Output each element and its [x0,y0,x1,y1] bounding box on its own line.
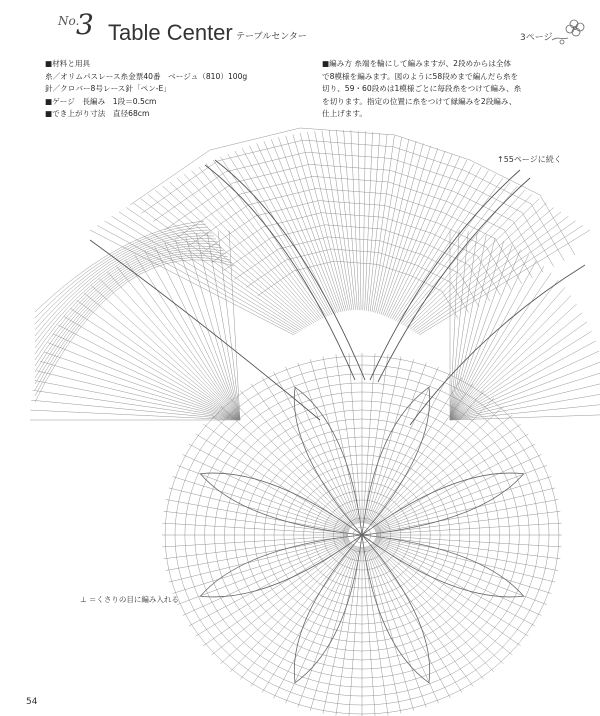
stitch-symbol-icon: ⊥ [80,595,89,604]
method-text: を切ります。指定の位置に糸をつけて縁編みを2段編み、 [322,96,517,106]
page-title: Table Center [108,20,233,45]
page-reference: 3ページ [520,33,553,43]
materials-heading: ■材料と用具 [45,59,91,68]
method-text: 糸端を輪にして編みますが、2段めからは全体 [354,59,512,68]
method-line [322,58,521,71]
stitch-legend [80,594,179,605]
materials-line: 針／クロバー8号レース針「ペン-E」 [45,84,171,93]
flower-ornament-icon [548,14,590,48]
continue-note: ↑55ページに続く [497,155,562,164]
page-subtitle: テーブルセンター [236,32,307,42]
method-text: 切り、59・60段めは1模様ごとに毎段糸をつけて編み、糸 [322,84,522,93]
issue-no-label: No. [58,14,80,28]
finished-size-line: ■でき上がり寸法 直径68cm [45,109,150,118]
method-heading: ■編み方 [322,59,352,68]
legend-text: ＝くさりの目に編み入れる [88,595,179,604]
materials-section [45,58,247,121]
method-section [322,58,521,121]
pattern-number: 3 [76,8,94,41]
page-number: 54 [26,697,38,707]
method-text: で8模様を編みます。図のように58段めまで編んだら糸を [322,71,519,81]
method-text: 仕上げます。 [322,109,367,118]
gauge-line: ■ゲージ 長編み 1段＝0.5cm [45,96,157,106]
materials-line: 糸／オリムパスレース糸金票40番 ベージュ（810）100g [45,71,248,81]
